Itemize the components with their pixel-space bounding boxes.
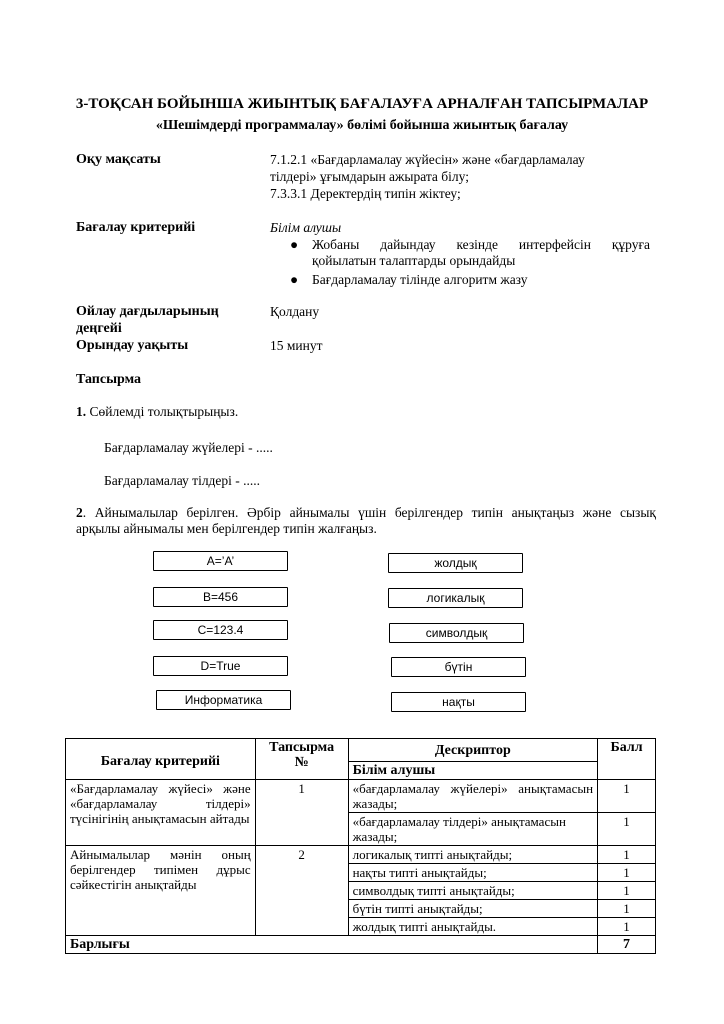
- question-1-number: 1.: [76, 404, 87, 419]
- bullet-1-line-1: Жобаны дайындау кезінде интерфейсін құруға: [312, 237, 650, 252]
- row-1-task: 1: [255, 780, 348, 846]
- header-score: Балл: [598, 739, 656, 780]
- row-1-descriptor-1: «бағдарламалау жүйелері» анықтамасын жазады;: [348, 780, 597, 813]
- variable-box-c: C=123.4: [153, 620, 288, 640]
- bullet-1-line-2: қойылатын талаптарды орындайды: [312, 253, 516, 268]
- bullet-icon: ●: [290, 237, 299, 252]
- type-box-logical: логикалық: [388, 588, 523, 608]
- question-2-line-2: арқылы айнымалы мен берілгендер типін жалғаңыз.: [76, 521, 377, 536]
- total-label: Барлығы: [66, 936, 598, 954]
- row-2-criteria: Айнымалылар мәнін оның берілгендер типімен дұрыс сәйкестігін анықтайды: [66, 846, 256, 936]
- row-2-descriptor-1: логикалық типті анықтайды;: [348, 846, 597, 864]
- row-2-score-4: 1: [598, 900, 656, 918]
- header-learner: Білім алушы: [348, 762, 597, 780]
- row-2-descriptor-4: бүтін типті анықтайды;: [348, 900, 597, 918]
- row-2-score-5: 1: [598, 918, 656, 936]
- question-1: [76, 404, 238, 420]
- bullet-2-text: Бағдарламалау тілінде алгоритм жазу: [312, 272, 528, 287]
- type-box-string: жолдық: [388, 553, 523, 573]
- total-value: 7: [598, 936, 656, 954]
- question-2: [76, 505, 656, 537]
- row-2-score-1: 1: [598, 846, 656, 864]
- document-title: 3-ТОҚСАН БОЙЫНША ЖИЫНТЫҚ БАҒАЛАУҒА АРНАЛҒАН ТАПСЫРМАЛАР: [75, 96, 649, 112]
- criteria-label: Бағалау критерийі: [76, 220, 196, 235]
- goal-line-1: 7.1.2.1 «Бағдарламалау жүйесін» және «бағдарламалау: [270, 152, 585, 167]
- row-2-descriptor-3: символдық типті анықтайды;: [348, 882, 597, 900]
- row-2-task: 2: [255, 846, 348, 936]
- goal-label: Оқу мақсаты: [76, 152, 161, 167]
- variable-box-d: D=True: [153, 656, 288, 676]
- variable-box-informatics: Информатика: [156, 690, 291, 710]
- type-box-symbolic: символдық: [389, 623, 524, 643]
- type-box-integer: бүтін: [391, 657, 526, 677]
- row-2-descriptor-2: нақты типті анықтайды;: [348, 864, 597, 882]
- row-1-score-2: 1: [598, 813, 656, 846]
- question-1-line-1: Бағдарламалау жүйелері - .....: [104, 440, 273, 455]
- thinking-value: Қолдану: [270, 304, 320, 319]
- variable-box-b: B=456: [153, 587, 288, 607]
- variable-box-a: A=’A’: [153, 551, 288, 571]
- header-descriptor: Дескриптор: [348, 739, 597, 762]
- goal-line-2: тілдері» ұғымдарын ажырата білу;: [270, 169, 469, 184]
- header-task-line-1: Тапсырма: [269, 740, 335, 755]
- header-task-line-2: №: [294, 755, 309, 770]
- goal-line-3: 7.3.3.1 Деректердің типін жіктеу;: [270, 186, 461, 201]
- criteria-bullet-2: [290, 272, 650, 288]
- thinking-label-line-2: деңгейі: [76, 321, 122, 336]
- time-value: 15 минут: [270, 338, 323, 353]
- time-label: Орындау уақыты: [76, 338, 189, 353]
- question-2-number: 2: [76, 505, 83, 520]
- table-row: [66, 846, 656, 864]
- task-heading: Тапсырма: [76, 372, 142, 387]
- question-2-line-1: . Айнымалылар берілген. Әрбір айнымалы үшін берілгендер типін анықтаңыз және сызық: [82, 505, 656, 520]
- table-row: [66, 780, 656, 813]
- document-subtitle: «Шешімдерді программалау» бөлімі бойынша жиынтық бағалау: [155, 118, 569, 133]
- table-total-row: [66, 936, 656, 954]
- row-2-score-3: 1: [598, 882, 656, 900]
- header-task: [255, 739, 348, 780]
- learner-label: Білім алушы: [270, 220, 342, 235]
- row-1-score-1: 1: [598, 780, 656, 813]
- type-box-real: нақты: [391, 692, 526, 712]
- row-1-criteria: «Бағдарламалау жүйесі» және «бағдарламалау тілдері» түсінігінің анықтамасын айтады: [66, 780, 256, 846]
- assessment-table: [65, 738, 656, 954]
- thinking-label-line-1: Ойлау дағдыларының: [76, 304, 219, 319]
- table-header-row: [66, 739, 656, 762]
- question-1-line-2: Бағдарламалау тілдері - .....: [104, 473, 261, 488]
- question-1-text: Сөйлемді толықтырыңыз.: [89, 404, 239, 419]
- header-criteria: Бағалау критерийі: [66, 739, 256, 780]
- criteria-bullet-1: [290, 237, 650, 269]
- row-1-descriptor-2: «бағдарламалау тілдері» анықтамасын жазады;: [348, 813, 597, 846]
- row-2-score-2: 1: [598, 864, 656, 882]
- bullet-icon: ●: [290, 272, 299, 287]
- row-2-descriptor-5: жолдық типті анықтайды.: [348, 918, 597, 936]
